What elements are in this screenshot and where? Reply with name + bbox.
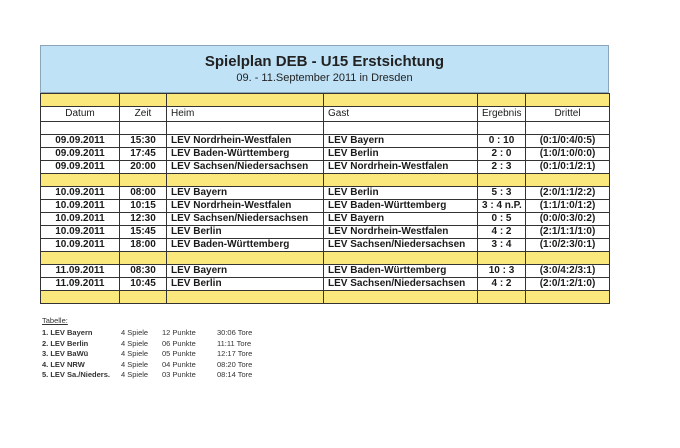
match-heim: LEV Berlin <box>167 278 324 291</box>
match-heim: LEV Berlin <box>167 226 324 239</box>
standings-goals: 08:14 Tore <box>217 370 253 379</box>
empty-cell <box>120 122 167 135</box>
match-heim: LEV Nordrhein-Westfalen <box>167 200 324 213</box>
standings-points: 04 Punkte <box>162 359 196 369</box>
empty-cell <box>167 122 324 135</box>
empty-cell <box>324 122 478 135</box>
match-ergebnis: 3 : 4 n.P. <box>478 200 526 213</box>
standings-team: 2. LEV Berlin <box>42 338 89 348</box>
match-drittel: (1:1/1:0/1:2) <box>526 200 610 213</box>
match-gast: LEV Sachsen/Niedersachsen <box>324 239 478 252</box>
empty-cell <box>324 94 478 107</box>
match-row <box>41 278 610 291</box>
match-datum: 11.09.2011 <box>41 265 120 278</box>
empty-cell <box>120 174 167 187</box>
match-datum: 10.09.2011 <box>41 187 120 200</box>
match-row <box>41 226 610 239</box>
empty-cell <box>41 291 120 304</box>
day-separator-row <box>41 252 610 265</box>
match-drittel: (0:1/0:4/0:5) <box>526 135 610 148</box>
empty-cell <box>526 94 610 107</box>
col-gast: Gast <box>324 107 478 122</box>
standings-row <box>42 328 253 339</box>
bottom-band-row <box>41 291 610 304</box>
match-zeit: 08:30 <box>120 265 167 278</box>
match-zeit: 17:45 <box>120 148 167 161</box>
match-zeit: 10:45 <box>120 278 167 291</box>
match-heim: LEV Nordrhein-Westfalen <box>167 135 324 148</box>
page-subtitle: 09. - 11.September 2011 in Dresden <box>236 72 413 84</box>
empty-cell <box>167 291 324 304</box>
match-zeit: 15:30 <box>120 135 167 148</box>
standings-caption: Tabelle: <box>42 316 68 325</box>
match-drittel: (2:0/1:2/1:0) <box>526 278 610 291</box>
match-ergebnis: 0 : 10 <box>478 135 526 148</box>
standings-points: 03 Punkte <box>162 370 196 379</box>
empty-cell <box>167 174 324 187</box>
match-heim: LEV Baden-Württemberg <box>167 148 324 161</box>
col-ergebnis: Ergebnis <box>478 107 526 122</box>
standings-games: 4 Spiele <box>121 328 149 337</box>
standings-goals: 11:11 Tore <box>217 338 252 348</box>
standings <box>42 316 253 381</box>
match-zeit: 20:00 <box>120 161 167 174</box>
standings-games: 4 Spiele <box>121 338 149 348</box>
standings-games: 4 Spiele <box>121 359 149 369</box>
standings-team: 4. LEV NRW <box>42 359 85 369</box>
match-ergebnis: 5 : 3 <box>478 187 526 200</box>
match-ergebnis: 4 : 2 <box>478 226 526 239</box>
empty-cell <box>324 291 478 304</box>
match-drittel: (3:0/4:2/3:1) <box>526 265 610 278</box>
empty-cell <box>478 94 526 107</box>
match-row <box>41 187 610 200</box>
match-zeit: 15:45 <box>120 226 167 239</box>
match-gast: LEV Nordrhein-Westfalen <box>324 226 478 239</box>
day-separator-row <box>41 174 610 187</box>
match-gast: LEV Baden-Württemberg <box>324 200 478 213</box>
match-row <box>41 135 610 148</box>
title-banner <box>40 45 609 93</box>
match-ergebnis: 2 : 3 <box>478 161 526 174</box>
empty-cell <box>526 122 610 135</box>
match-datum: 11.09.2011 <box>41 278 120 291</box>
match-row <box>41 239 610 252</box>
match-drittel: (0:0/0:3/0:2) <box>526 213 610 226</box>
match-heim: LEV Baden-Württemberg <box>167 239 324 252</box>
page-title: Spielplan DEB - U15 Erstsichtung <box>204 53 445 70</box>
match-row <box>41 148 610 161</box>
match-row <box>41 213 610 226</box>
match-ergebnis: 3 : 4 <box>478 239 526 252</box>
empty-cell <box>478 174 526 187</box>
match-gast: LEV Baden-Württemberg <box>324 265 478 278</box>
match-gast: LEV Berlin <box>324 187 478 200</box>
match-datum: 10.09.2011 <box>41 239 120 252</box>
empty-cell <box>478 252 526 265</box>
empty-cell <box>478 122 526 135</box>
match-gast: LEV Nordrhein-Westfalen <box>324 161 478 174</box>
standings-games: 4 Spiele <box>121 349 149 358</box>
match-datum: 09.09.2011 <box>41 148 120 161</box>
standings-row <box>42 338 252 350</box>
schedule-table <box>40 93 610 304</box>
match-drittel: (1:0/2:3/0:1) <box>526 239 610 252</box>
match-row <box>41 265 610 278</box>
empty-cell <box>41 252 120 265</box>
match-datum: 09.09.2011 <box>41 135 120 148</box>
match-gast: LEV Sachsen/Niedersachsen <box>324 278 478 291</box>
match-heim: LEV Sachsen/Niedersachsen <box>167 161 324 174</box>
match-gast: LEV Berlin <box>324 148 478 161</box>
match-drittel: (1:0/1:0/0:0) <box>526 148 610 161</box>
match-ergebnis: 0 : 5 <box>478 213 526 226</box>
match-drittel: (2:1/1:1/1:0) <box>526 226 610 239</box>
standings-points: 12 Punkte <box>162 328 196 337</box>
standings-row <box>42 370 253 381</box>
match-zeit: 10:15 <box>120 200 167 213</box>
match-row <box>41 161 610 174</box>
standings-goals: 08:20 Tore <box>217 359 253 369</box>
empty-cell <box>41 174 120 187</box>
spacer-row <box>41 122 610 135</box>
match-gast: LEV Bayern <box>324 135 478 148</box>
match-drittel: (2:0/1:1/2:2) <box>526 187 610 200</box>
standings-games: 4 Spiele <box>121 370 149 379</box>
empty-cell <box>478 291 526 304</box>
empty-cell <box>526 174 610 187</box>
match-ergebnis: 4 : 2 <box>478 278 526 291</box>
match-zeit: 08:00 <box>120 187 167 200</box>
standings-goals: 12:17 Tore <box>217 349 253 358</box>
standings-team: 3. LEV BaWü <box>42 349 89 358</box>
col-heim: Heim <box>167 107 324 122</box>
empty-cell <box>120 291 167 304</box>
col-datum: Datum <box>41 107 120 122</box>
match-heim: LEV Bayern <box>167 265 324 278</box>
empty-cell <box>324 252 478 265</box>
match-heim: LEV Bayern <box>167 187 324 200</box>
match-drittel: (0:1/0:1/2:1) <box>526 161 610 174</box>
header-row <box>41 107 610 122</box>
match-zeit: 18:00 <box>120 239 167 252</box>
match-datum: 09.09.2011 <box>41 161 120 174</box>
empty-cell <box>324 174 478 187</box>
standings-team: 1. LEV Bayern <box>42 328 93 337</box>
match-datum: 10.09.2011 <box>41 213 120 226</box>
standings-team: 5. LEV Sa./Nieders. <box>42 370 110 379</box>
match-heim: LEV Sachsen/Niedersachsen <box>167 213 324 226</box>
empty-cell <box>167 94 324 107</box>
col-zeit: Zeit <box>120 107 167 122</box>
standings-row <box>42 359 253 371</box>
standings-row <box>42 349 253 360</box>
empty-cell <box>41 122 120 135</box>
empty-cell <box>526 252 610 265</box>
standings-points: 06 Punkte <box>162 338 196 348</box>
standings-points: 05 Punkte <box>162 349 196 358</box>
empty-cell <box>41 94 120 107</box>
empty-cell <box>120 94 167 107</box>
match-ergebnis: 2 : 0 <box>478 148 526 161</box>
standings-goals: 30:06 Tore <box>217 328 253 337</box>
top-band-row <box>41 94 610 107</box>
match-datum: 10.09.2011 <box>41 226 120 239</box>
match-ergebnis: 10 : 3 <box>478 265 526 278</box>
empty-cell <box>120 252 167 265</box>
empty-cell <box>526 291 610 304</box>
col-drittel: Drittel <box>526 107 610 122</box>
match-row <box>41 200 610 213</box>
match-zeit: 12:30 <box>120 213 167 226</box>
empty-cell <box>167 252 324 265</box>
match-datum: 10.09.2011 <box>41 200 120 213</box>
match-gast: LEV Bayern <box>324 213 478 226</box>
